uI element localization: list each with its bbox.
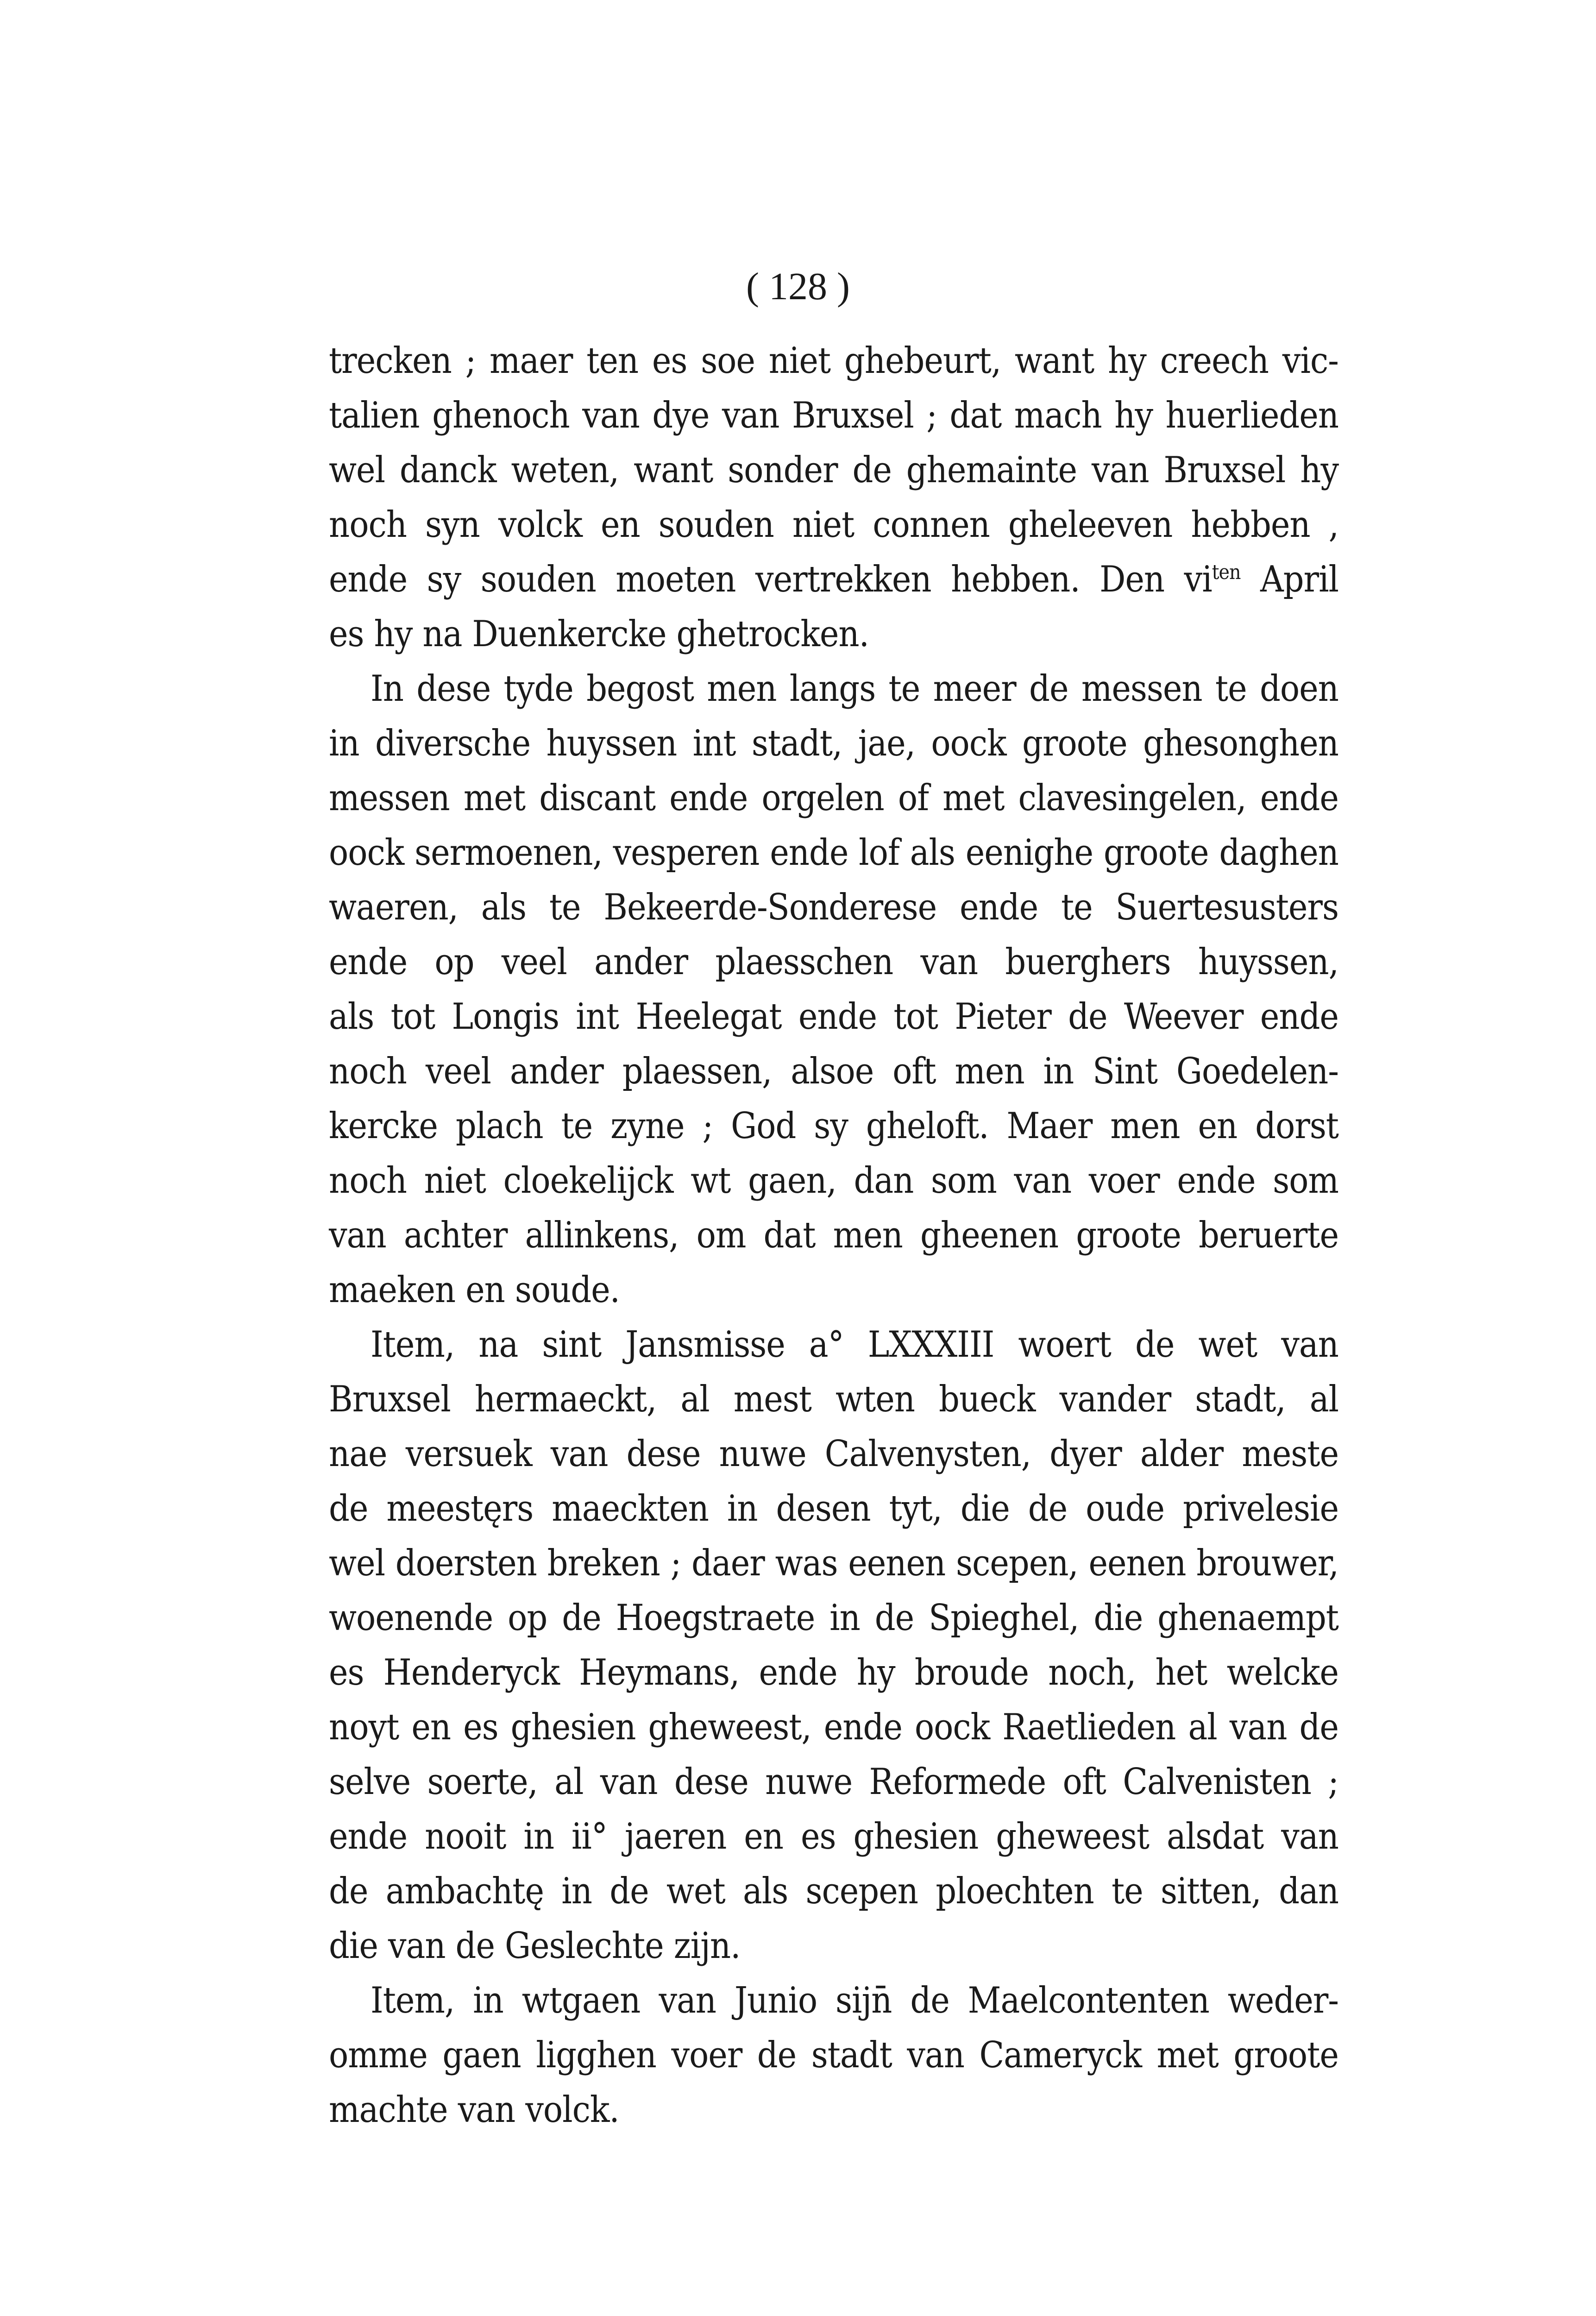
text-line: de meestęrs maeckten in desen tyt, die de oude privelesie	[329, 1488, 1338, 1529]
text-line: noch niet cloekelijck wt gaen, dan som van voer ende som	[329, 1160, 1338, 1202]
paragraph	[329, 661, 1338, 1317]
paragraph	[329, 334, 1338, 661]
paragraph	[329, 1317, 1338, 1973]
text-line: de ambachtę in de wet als scepen ploechten te sitten, dan	[329, 1870, 1338, 1912]
paragraph	[329, 1973, 1338, 2137]
text-line: omme gaen ligghen voer de stadt van Cameryck met groote	[329, 2034, 1338, 2076]
text-line: kercke plach te zyne ; God sy gheloft. Maer men en dorst	[329, 1105, 1338, 1147]
text-line: die van de Geslechte zijn.	[329, 1925, 741, 1967]
text-line: wel danck weten, want sonder de ghemainte van Bruxsel hy	[329, 449, 1338, 491]
text-line: In dese tyde begost men langs te meer de messen te doen	[371, 668, 1338, 710]
text-line: es hy na Duenkercke ghetrocken.	[329, 613, 869, 655]
text-line: noch syn volck en souden niet connen gheleeven hebben ,	[329, 504, 1338, 546]
text-line: messen met discant ende orgelen of met clavesingelen, ende	[329, 777, 1338, 819]
text-line: waeren, als te Bekeerde-Sonderese ende te Suertesusters	[329, 887, 1338, 928]
text-line: woenende op de Hoegstraete in de Spieghel, die ghenaempt	[329, 1597, 1338, 1639]
text-line: als tot Longis int Heelegat ende tot Pieter de Weever ende	[329, 996, 1338, 1038]
text-line: machte van volck.	[329, 2089, 619, 2131]
text-line: Item, na sint Jansmisse a° LXXXIII woert de wet van	[371, 1324, 1338, 1366]
text-line: selve soerte, al van dese nuwe Reformede oft Calvenisten ;	[329, 1761, 1338, 1803]
text-line: ende op veel ander plaesschen van buerghers huyssen,	[329, 941, 1338, 983]
body-text	[329, 334, 1338, 2137]
text-line: trecken ; maer ten es soe niet ghebeurt, want hy creech vic-	[329, 340, 1338, 382]
text-line: es Henderyck Heymans, ende hy broude noch, het welcke	[329, 1652, 1338, 1693]
text-line: Item, in wtgaen van Junio sijn̄ de Maelcontenten weder-	[371, 1980, 1338, 2021]
text-line: noyt en es ghesien gheweest, ende oock Raetlieden al van de	[329, 1706, 1338, 1748]
text-line: ende sy souden moeten vertrekken hebben. Den $vi^{ten}$ April	[329, 559, 1338, 600]
text-line: oock sermoenen, vesperen ende lof als eenighe groote daghen	[329, 832, 1338, 874]
text-line: ende nooit in ii° jaeren en es ghesien gheweest alsdat van	[329, 1816, 1338, 1857]
text-line: wel doersten breken ; daer was eenen scepen, eenen brouwer,	[329, 1542, 1338, 1584]
text-line: talien ghenoch van dye van Bruxsel ; dat mach hy huerlieden	[329, 395, 1338, 436]
text-line: maeken en soude.	[329, 1269, 620, 1311]
page-number: ( 128 )	[746, 265, 850, 308]
text-line: nae versuek van dese nuwe Calvenysten, dyer alder meste	[329, 1433, 1338, 1475]
text-line: van achter allinkens, om dat men gheenen groote beruerte	[329, 1215, 1338, 1256]
text-line: in diversche huyssen int stadt, jae, oock groote ghesonghen	[329, 723, 1338, 764]
text-line: Bruxsel hermaeckt, al mest wten bueck vander stadt, al	[329, 1378, 1338, 1420]
text-line: noch veel ander plaessen, alsoe oft men in Sint Goedelen-	[329, 1051, 1338, 1092]
